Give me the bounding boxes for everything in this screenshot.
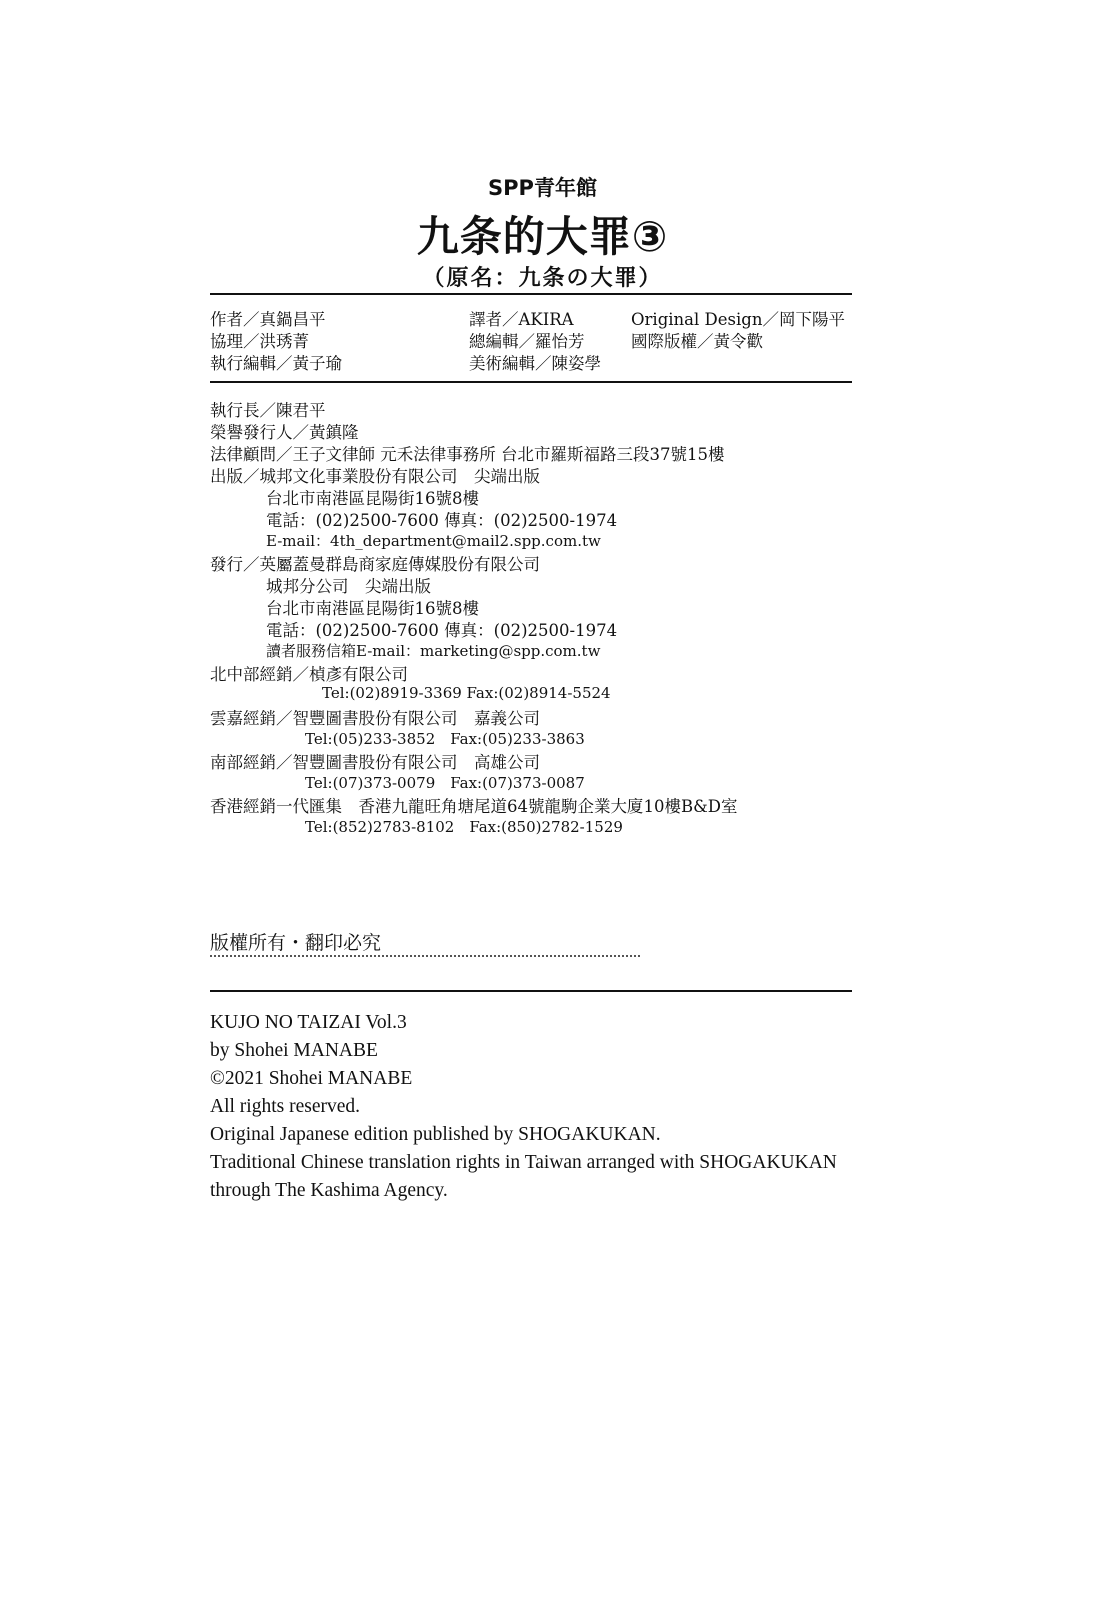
pub-publisher-address: 台北市南港區昆陽街16號8樓 <box>266 489 479 508</box>
eng-line-5: Original Japanese edition published by SHOGAKUKAN. <box>210 1124 661 1145</box>
eng-line-6: Traditional Chinese translation rights in Taiwan arranged with SHOGAKUKAN <box>210 1152 837 1173</box>
book-title: 九条的大罪③ <box>416 212 669 261</box>
pub-chiayi-distributor: 雲嘉經銷／智豐圖書股份有限公司 嘉義公司 <box>210 709 540 728</box>
credit-assistant: 協理／洪琇菁 <box>210 332 309 351</box>
pub-north-distributor: 北中部經銷／楨彥有限公司 <box>210 665 408 684</box>
credit-author: 作者／真鍋昌平 <box>210 310 326 329</box>
divider-middle <box>210 381 852 383</box>
pub-hk-contact: Tel:(852)2783-8102 Fax:(850)2782-1529 <box>305 818 623 836</box>
credit-exec-editor: 執行編輯／黃子瑜 <box>210 354 342 373</box>
pub-distributor: 發行／英屬蓋曼群島商家庭傳媒股份有限公司 <box>210 555 540 574</box>
pub-publisher-phone: 電話：(02)2500-7600 傳真：(02)2500-1974 <box>266 511 618 530</box>
pub-distributor-address: 台北市南港區昆陽街16號8樓 <box>266 599 479 618</box>
eng-line-1: KUJO NO TAIZAI Vol.3 <box>210 1012 407 1033</box>
pub-publisher: 出版／城邦文化事業股份有限公司 尖端出版 <box>210 467 540 486</box>
divider-top <box>210 293 852 295</box>
credit-intl-rights: 國際版權／黃令歡 <box>631 332 763 351</box>
eng-line-3: ©2021 Shohei MANABE <box>210 1068 413 1089</box>
pub-distributor-branch: 城邦分公司 尖端出版 <box>266 577 431 596</box>
credit-translator: 譯者／AKIRA <box>469 310 574 329</box>
eng-line-2: by Shohei MANABE <box>210 1040 378 1061</box>
credit-art-editor: 美術編輯／陳姿學 <box>469 354 601 373</box>
pub-publisher-email: E-mail：4th_department@mail2.spp.com.tw <box>266 532 601 550</box>
pub-legal: 法律顧問／王子文律師 元禾法律事務所 台北市羅斯福路三段37號15樓 <box>210 445 725 464</box>
rights-notice: 版權所有・翻印必究 <box>210 932 382 954</box>
pub-north-contact: Tel:(02)8919-3369 Fax:(02)8914-5524 <box>322 684 611 702</box>
pub-distributor-phone: 電話：(02)2500-7600 傳真：(02)2500-1974 <box>266 621 618 640</box>
original-title: （原名：九条の大罪） <box>422 266 663 291</box>
cropped-text-fragment <box>210 955 640 958</box>
pub-chiayi-contact: Tel:(05)233-3852 Fax:(05)233-3863 <box>305 730 585 748</box>
series-label: SPP青年館 <box>488 176 597 200</box>
eng-line-4: All rights reserved. <box>210 1096 361 1117</box>
pub-reader-service: 讀者服務信箱E-mail：marketing@spp.com.tw <box>266 642 601 660</box>
divider-bottom <box>210 990 852 992</box>
credit-original-design: Original Design／岡下陽平 <box>631 310 845 329</box>
pub-south-distributor: 南部經銷／智豐圖書股份有限公司 高雄公司 <box>210 753 540 772</box>
eng-line-7: through The Kashima Agency. <box>210 1180 448 1201</box>
pub-ceo: 執行長／陳君平 <box>210 401 326 420</box>
credit-chief-editor: 總編輯／羅怡芳 <box>469 332 585 351</box>
pub-hk-distributor: 香港經銷一代匯集 香港九龍旺角塘尾道64號龍駒企業大廈10樓B&D室 <box>210 797 738 816</box>
pub-south-contact: Tel:(07)373-0079 Fax:(07)373-0087 <box>305 774 585 792</box>
pub-honorary-publisher: 榮譽發行人／黃鎮隆 <box>210 423 359 442</box>
